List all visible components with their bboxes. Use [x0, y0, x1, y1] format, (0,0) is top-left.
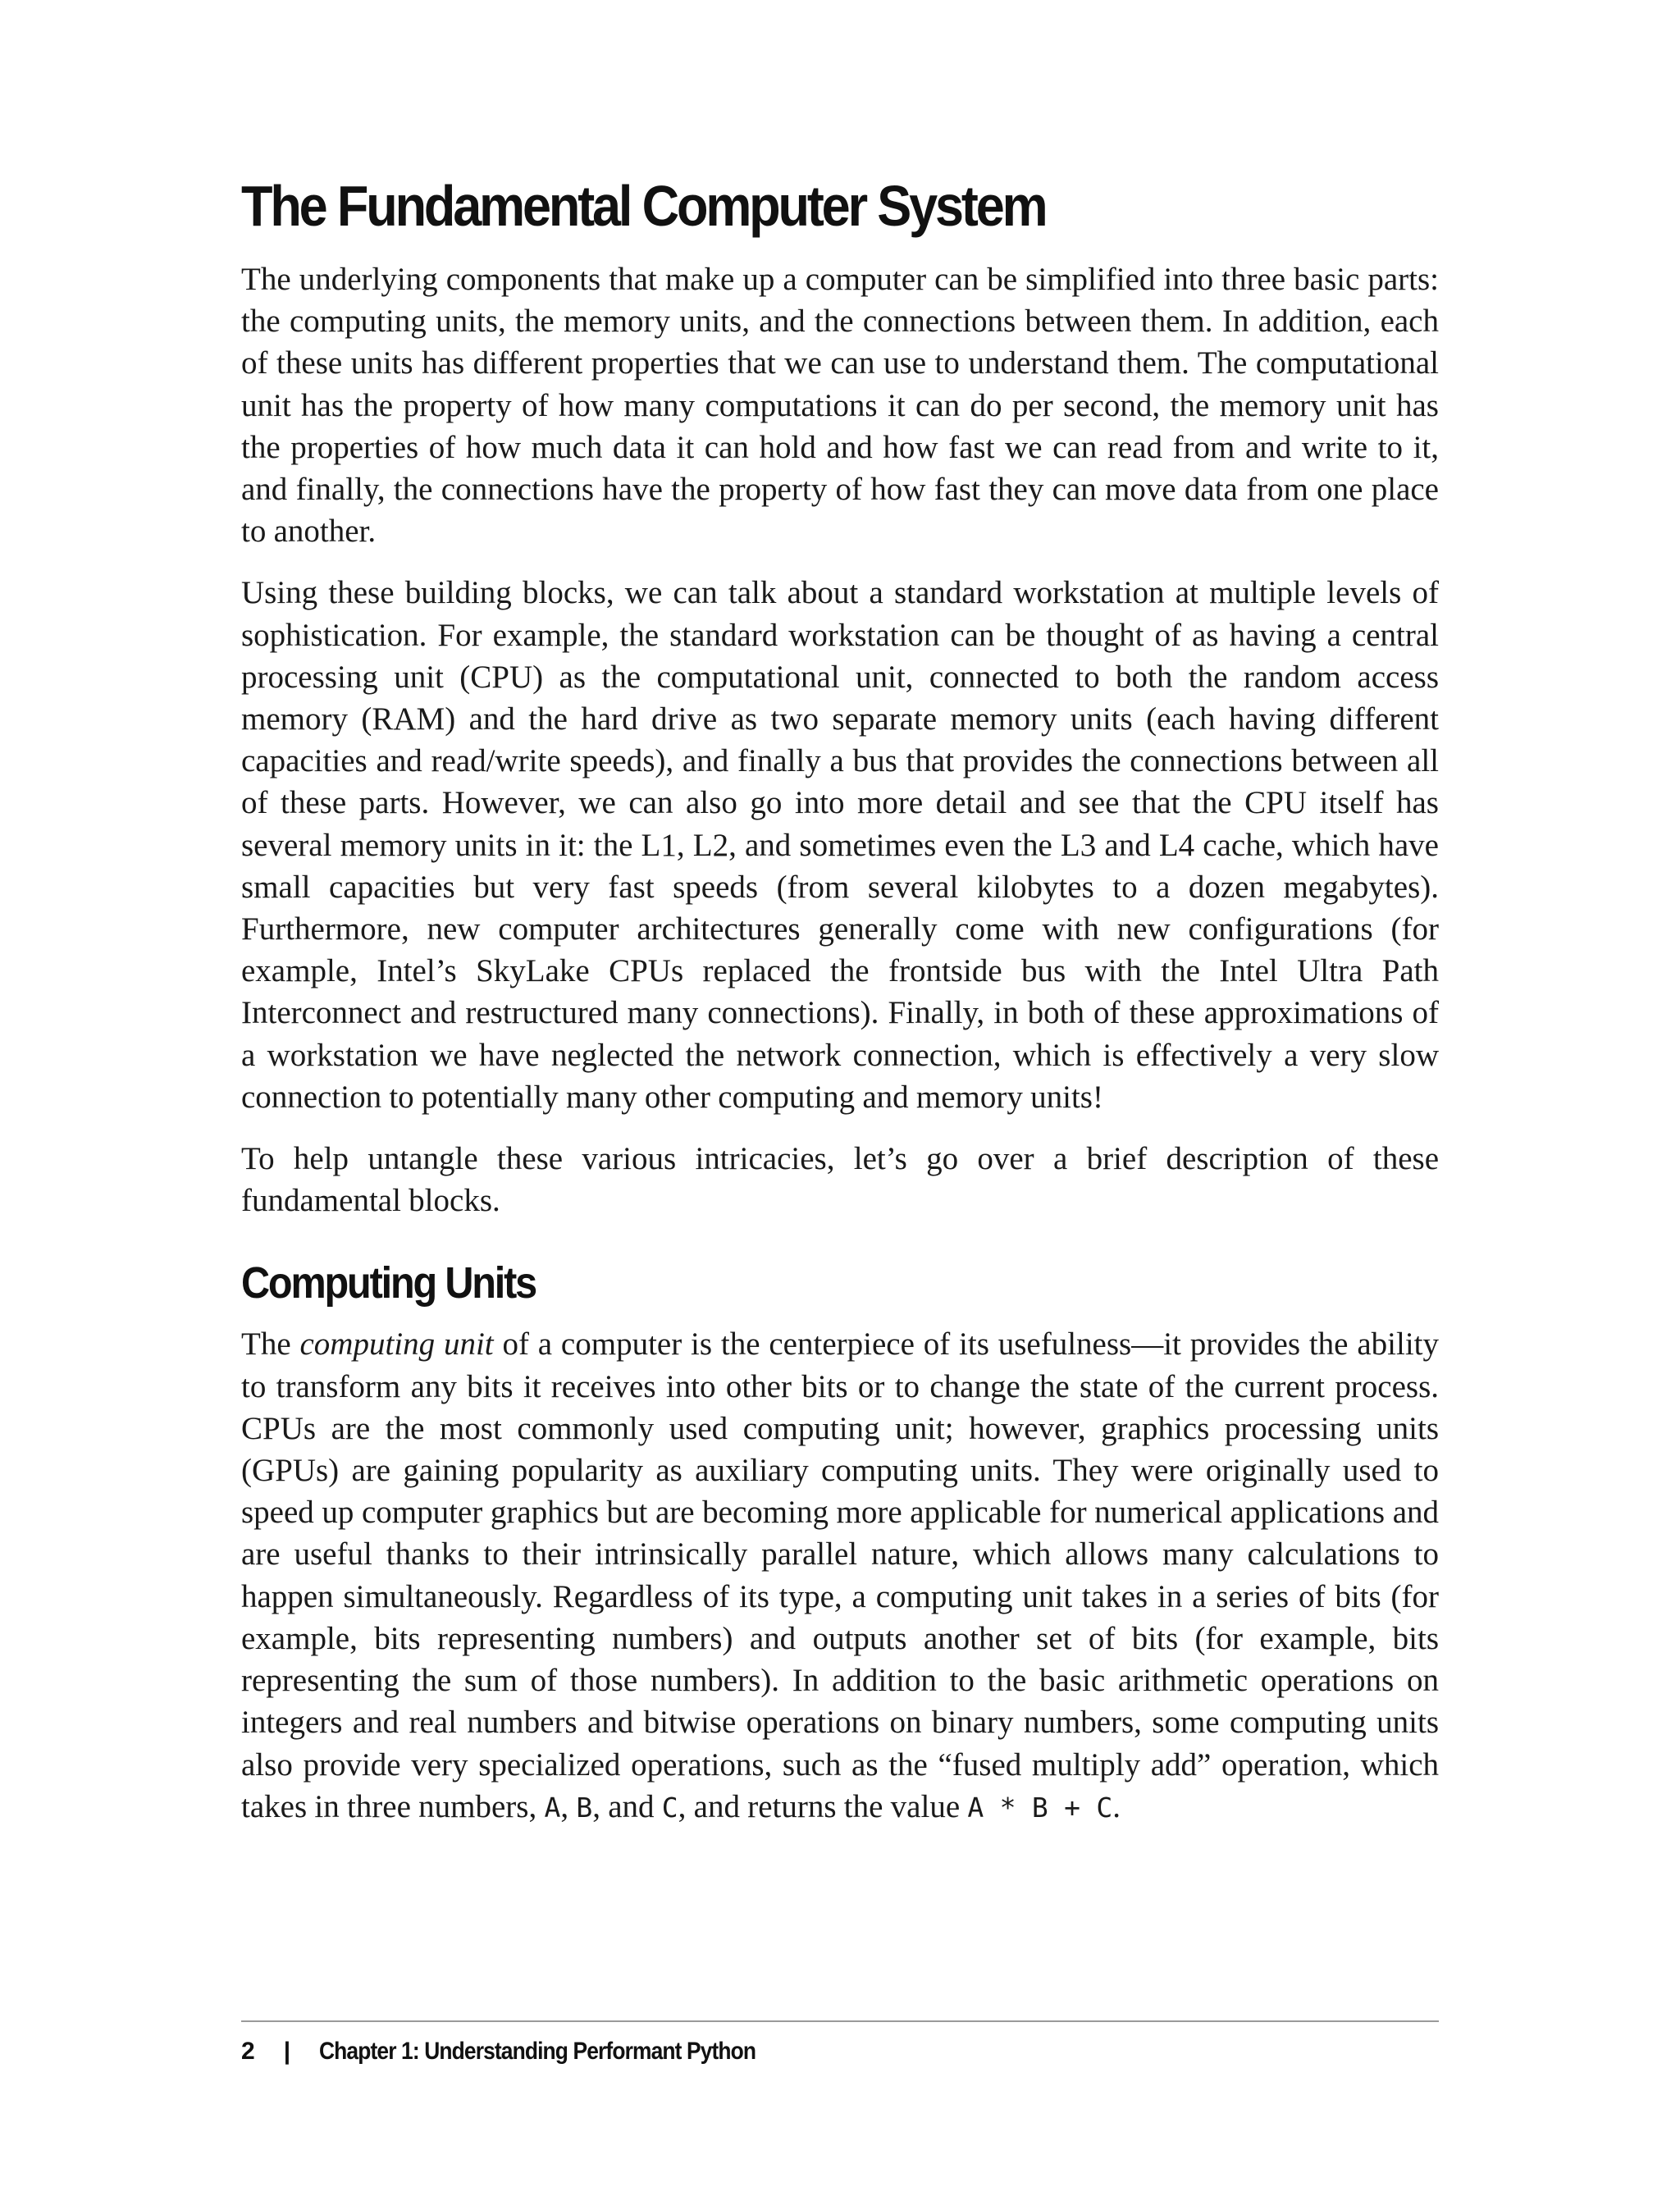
page-content: [241, 168, 1439, 1848]
inline-code: A * B + C: [967, 1791, 1113, 1824]
paragraph: [241, 1323, 1439, 1828]
text-run: ,: [560, 1788, 577, 1824]
running-chapter-title: Chapter 1: Understanding Performant Python: [319, 2038, 756, 2065]
paragraph: Using these building blocks, we can talk about a standard workstation at multiple levels of sophistication. For example, the standard workstation can be thought of as having a central processing unit (CPU) as the computational unit, connected to both the random access memory (RAM) and the hard drive as two separate memory units (each having different capacities and read/write speeds), and finally a bus that provides the connections between all of these parts. However, we can also go into more detail and see that the CPU itself has several memory units in it: the L1, L2, and sometimes even the L3 and L4 cache, which have small capacities but very fast speeds (from several kilobytes to a dozen megabytes). Furthermore, new computer architectures generally come with new configurations (for example, Intel’s SkyLake CPUs replaced the frontside bus with the Intel Ultra Path Interconnect and restructured many connections). Finally, in both of these approximations of a workstation we have neglected the network connection, which is effectively a very slow connection to potentially many other computing and memory units!: [241, 575, 1439, 1115]
text-run: of a computer is the centerpiece of its usefulness—it provides the ability to transform any bits it receives into other bits or to change the state of the current process. CPUs are the most commonly used computing unit; however, graphics processing units (GPUs) are gaining popularity as auxiliary computing units. They were originally used to speed up computer graphics but are becoming more applicable for numerical applications and are useful thanks to their intrinsically parallel nature, which allows many calculations to happen simultaneously. Regardless of its type, a computing unit takes in a series of bits (for example, bits representing numbers) and outputs another set of bits (for example, bits representing the sum of those numbers). In addition to the basic arithmetic operations on integers and real numbers and bitwise operations on binary numbers, some computing units also provide very specialized operations, such as the “fused multiply add” operation, which takes in three numbers,: [241, 1326, 1439, 1824]
subsection-title: Computing Units: [241, 1258, 536, 1308]
emphasis-term: computing unit: [299, 1326, 494, 1363]
page-footer: [241, 2038, 815, 2066]
footer-divider: [241, 2020, 1439, 2022]
paragraph: To help untangle these various intricacies, let’s go over a brief description of these fundamental blocks.: [241, 1141, 1439, 1219]
inline-code: A: [544, 1791, 561, 1824]
footer-separator: |: [283, 2038, 290, 2065]
text-run: , and returns the value: [678, 1788, 968, 1824]
section-title: The Fundamental Computer System: [241, 174, 1046, 238]
inline-code: C: [661, 1791, 678, 1824]
text-run: , and: [592, 1788, 662, 1824]
text-run: The: [241, 1326, 300, 1363]
text-run: .: [1112, 1788, 1121, 1824]
page-number: 2: [241, 2038, 254, 2065]
inline-code: B: [576, 1791, 593, 1824]
paragraph: The underlying components that make up a computer can be simplified into three basic parts: the computing units, the memory units, and the connections between them. In addition, each of these units has different properties that we can use to understand them. The computational unit has the property of how many computations it can do per second, the memory unit has the properties of how much data it can hold and how fast we can read from and write to it, and finally, the connections have the property of how fast they can move data from one place to another.: [241, 262, 1439, 550]
